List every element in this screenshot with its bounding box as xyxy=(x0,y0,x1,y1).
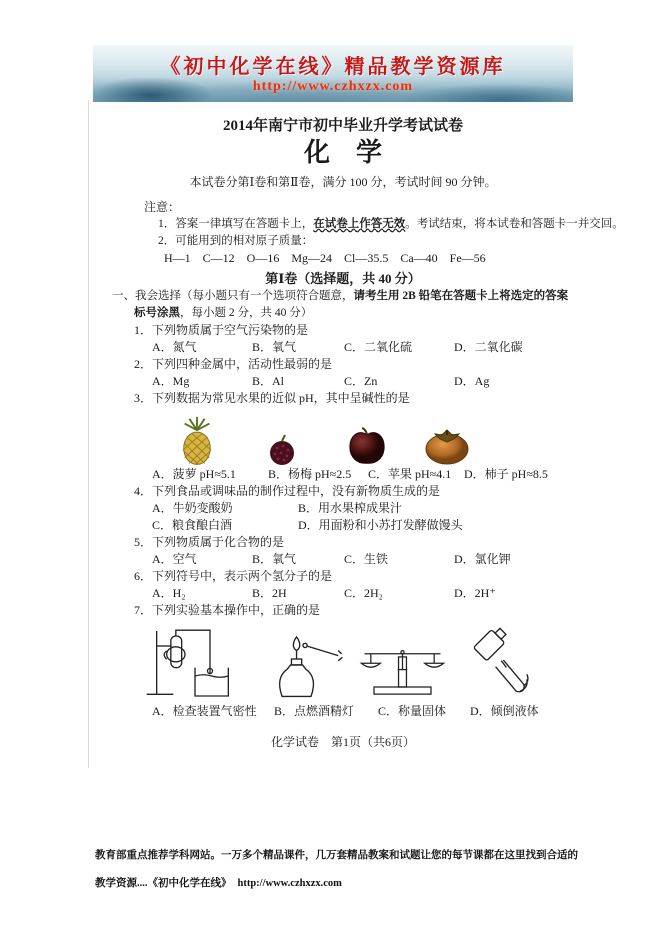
q1-option-c: C．二氧化硫 xyxy=(344,340,413,354)
question-4-stem: 4．下列食品或调味品的制作过程中，没有新物质生成的是 xyxy=(134,484,441,498)
q3-fruit-images xyxy=(112,410,574,466)
apple-image xyxy=(346,426,388,466)
q3-option-d: D．柿子 pH≈8.5 xyxy=(464,467,548,481)
notice1-emphasis: 在试卷上作答无效 xyxy=(313,218,406,230)
banner-title: 《初中化学在线》精品教学资源库 xyxy=(160,56,506,78)
section-bold-a: 请考生用 2B 铅笔在答题卡上将选定的答案 xyxy=(353,290,569,302)
notice-item-1 xyxy=(158,216,624,233)
q6-option-b: B．2H xyxy=(252,586,287,600)
q7-option-c: C．称量固体 xyxy=(378,704,447,718)
section-post: ，每小题 2 分，共 40 分） xyxy=(180,307,313,319)
section-heading-line1 xyxy=(112,288,574,305)
q4-option-a: A．牛奶变酸奶 xyxy=(152,501,233,515)
q6-option-d: D．2H⁺ xyxy=(454,586,496,600)
q7-option-b: B．点燃酒精灯 xyxy=(274,704,355,718)
promo-url-link[interactable]: http://www.czhxzx.com xyxy=(237,878,342,889)
notice-item-2: 2．可能用到的相对原子质量： xyxy=(158,235,314,247)
question-5-stem: 5．下列物质属于化合物的是 xyxy=(134,535,285,549)
q5-option-a: A．空气 xyxy=(152,552,197,566)
promo-footer xyxy=(95,842,595,898)
promo-line2-text: 教学资源....《初中化学在线》 xyxy=(95,878,232,889)
banner-url-link[interactable]: http://www.czhxzx.com xyxy=(252,79,414,94)
notice1-post: 。考试结束，将本试卷和答题卡一并交回。 xyxy=(405,218,624,230)
q3-option-b: B．杨梅 pH≈2.5 xyxy=(268,467,352,481)
question-7-options xyxy=(152,703,574,720)
q6-option-a: A．H₂ xyxy=(152,586,186,600)
weigh-solid-image xyxy=(355,630,450,701)
q2-option-b: B．Al xyxy=(252,374,285,388)
check-airtightness-image xyxy=(145,626,245,701)
question-4-options-row1 xyxy=(152,500,574,517)
question-2-options xyxy=(152,373,574,390)
q4-option-b: B．用水果榨成果汁 xyxy=(298,501,403,515)
q1-option-a: A．氮气 xyxy=(152,340,197,354)
section-pre: 一、我会选择（每小题只有一个选项符合题意， xyxy=(112,290,354,302)
q7-option-d: D．倾倒液体 xyxy=(470,704,539,718)
light-alcohol-lamp-image xyxy=(260,625,345,702)
q7-experiment-images xyxy=(112,621,574,701)
question-1-options xyxy=(152,339,574,356)
q5-option-c: C．生铁 xyxy=(344,552,389,566)
q2-option-a: A．Mg xyxy=(152,374,190,388)
question-3-options xyxy=(152,466,574,483)
q3-option-a: A．菠萝 pH≈5.1 xyxy=(152,467,236,481)
exam-title: 2014年南宁市初中毕业升学考试试卷 xyxy=(222,118,463,134)
atomic-masses-line: H—1 C—12 O—16 Mg—24 Cl—35.5 Ca—40 Fe—56 xyxy=(164,251,486,265)
question-7-stem: 7．下列实验基本操作中，正确的是 xyxy=(134,603,321,617)
scan-page-edge xyxy=(88,100,89,768)
q6-option-c: C．2H₂ xyxy=(344,586,383,600)
q3-option-c: C．苹果 pH≈4.1 xyxy=(368,467,452,481)
subject-title: 化 学 xyxy=(303,138,382,167)
q1-option-d: D．二氧化碳 xyxy=(454,340,523,354)
section-bold-b: 标号涂黑 xyxy=(134,307,180,319)
q5-option-b: B．氧气 xyxy=(252,552,297,566)
question-3-stem: 3．下列数据为常见水果的近似 pH，其中呈碱性的是 xyxy=(134,391,410,405)
promo-line2 xyxy=(95,870,595,898)
pineapple-image xyxy=(178,415,216,466)
section-heading-line2 xyxy=(134,305,574,322)
question-1-stem: 1．下列物质属于空气污染物的是 xyxy=(134,323,309,337)
persimmon-image xyxy=(423,426,471,466)
part1-title: 第Ⅰ卷（选择题，共 40 分） xyxy=(265,271,421,286)
q1-option-b: B．氧气 xyxy=(252,340,297,354)
question-2-stem: 2．下列四种金属中，活动性最弱的是 xyxy=(134,357,333,371)
promo-line1: 教育部重点推荐学科网站。一万多个精品课件，几万套精品教案和试题让您的每节课都在这里找到合适的 xyxy=(95,850,578,861)
question-5-options xyxy=(152,551,574,568)
q5-option-d: D．氯化钾 xyxy=(454,552,511,566)
notice1-pre: 1．答案一律填写在答题卡上， xyxy=(158,218,314,230)
notice-label: 注意： xyxy=(144,200,181,214)
site-banner xyxy=(93,45,573,102)
page-number-footer: 化学试卷 第1页（共6页） xyxy=(270,735,415,749)
question-6-stem: 6．下列符号中，表示两个氢分子的是 xyxy=(134,569,333,583)
exam-paper-content xyxy=(112,116,624,751)
bayberry-image xyxy=(267,434,297,466)
q2-option-d: D．Ag xyxy=(454,374,490,388)
q4-option-c: C．粮食酿白酒 xyxy=(152,518,233,532)
q4-option-d: D．用面粉和小苏打发酵做馒头 xyxy=(298,518,463,532)
q2-option-c: C．Zn xyxy=(344,374,378,388)
exam-info: 本试卷分第Ⅰ卷和第Ⅱ卷，满分 100 分，考试时间 90 分钟。 xyxy=(189,175,497,189)
pour-liquid-image xyxy=(452,625,537,702)
q7-option-a: A．检查装置气密性 xyxy=(152,704,257,718)
question-4-options-row2 xyxy=(152,517,574,534)
question-6-options xyxy=(152,585,574,602)
